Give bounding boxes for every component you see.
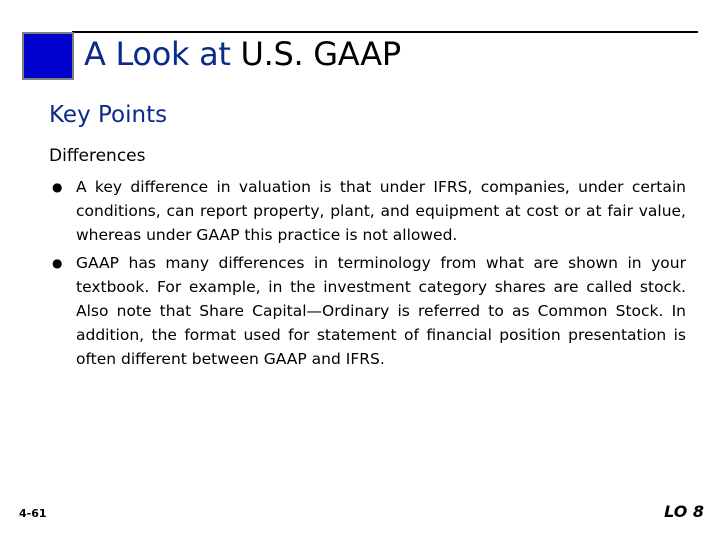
bullet-dot-icon: ● <box>52 180 63 194</box>
bullet-item-1 <box>52 175 686 247</box>
title-accent-square <box>22 32 74 80</box>
slide-title-rest: U.S. GAAP <box>240 35 401 73</box>
bullet-dot-icon: ● <box>52 256 63 270</box>
bullet-text-2: GAAP has many differences in terminology from what are shown in your textbook. For example, in the investment category shares are called stock. Also note that Share Capital—Ordinary is referred to as Common Stock. In addition, the format used for statement of financial position presentation is often different between GAAP and IFRS. <box>76 254 686 368</box>
bullet-list <box>52 175 686 375</box>
differences-subheading: Differences <box>49 146 146 166</box>
key-points-heading: Key Points <box>49 102 168 128</box>
slide-title <box>84 34 401 74</box>
bullet-text-1: A key difference in valuation is that under IFRS, companies, under certain conditions, can report property, plant, and equipment at cost or at fair value, whereas under GAAP this practice is not allowed. <box>76 178 686 244</box>
header-rule <box>72 31 698 33</box>
bullet-item-2 <box>52 251 686 371</box>
slide-title-colored: A Look at <box>84 35 231 73</box>
slide-number: 4-61 <box>19 507 47 520</box>
learning-objective-label: LO 8 <box>664 502 704 521</box>
